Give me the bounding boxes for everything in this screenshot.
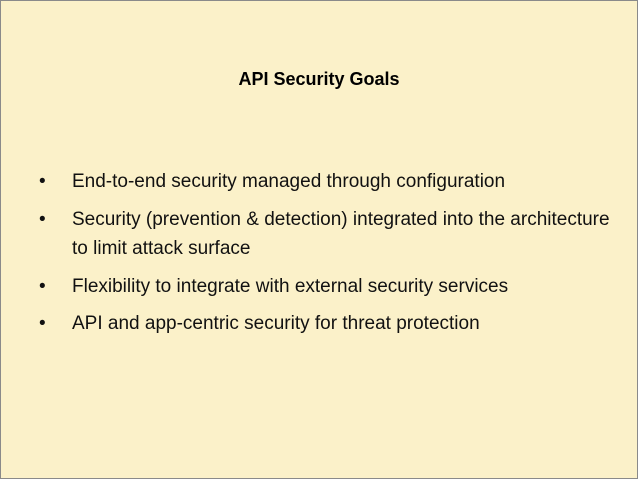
- list-item-text: End-to-end security managed through configuration: [72, 171, 506, 192]
- list-item: [39, 205, 619, 264]
- list-item-text: API and app-centric security for threat protection: [72, 313, 480, 334]
- list-item: [39, 167, 619, 197]
- bullet-list: [39, 167, 619, 347]
- list-item-text: Flexibility to integrate with external security services: [72, 275, 509, 297]
- list-item-text: Security (prevention & detection) integrated into the architecture to limit attack surface: [72, 208, 610, 259]
- bullet-icon: •: [39, 313, 46, 334]
- list-item: [39, 309, 619, 339]
- bullet-icon: •: [39, 208, 46, 230]
- slide-title: API Security Goals: [238, 69, 400, 89]
- list-item: [39, 272, 619, 302]
- bullet-icon: •: [39, 171, 46, 192]
- bullet-icon: •: [39, 275, 46, 297]
